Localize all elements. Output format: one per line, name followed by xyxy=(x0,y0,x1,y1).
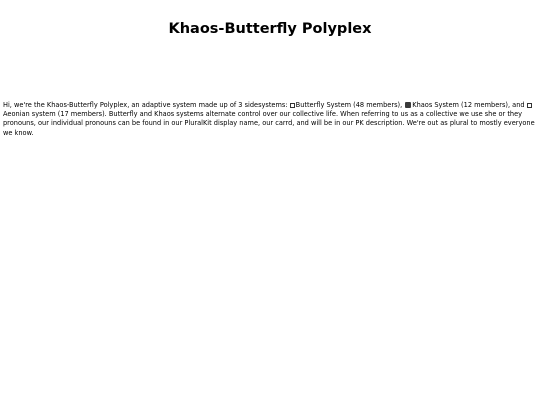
aeonian-system-text: Aeonian system (17 members). xyxy=(3,110,107,119)
khaos-emoji-icon xyxy=(405,102,411,108)
page-title: Khaos-Butterfly Polyplex xyxy=(168,21,372,37)
butterfly-system-text: Butterfly System (48 members), xyxy=(295,101,405,109)
bio-rest: Butterfly and Khaos systems alternate control over our collective life. When referring to us as a collective we use she or they pronouns, our individual pronouns can be found in our PluralKit display name, our carrd, and will be in our PK description. We're out as plural to mostly everyone we know. xyxy=(3,110,535,137)
bio-paragraph xyxy=(3,101,536,138)
bio-intro: Hi, we're the Khaos-Butterfly Polyplex, an adaptive system made up of 3 sidesystems: xyxy=(3,101,290,109)
khaos-system-text: Khaos System (12 members), xyxy=(412,101,511,109)
aeonian-box-icon xyxy=(527,103,532,108)
butterfly-box-icon xyxy=(290,103,295,108)
bio-connector: and xyxy=(510,101,527,109)
